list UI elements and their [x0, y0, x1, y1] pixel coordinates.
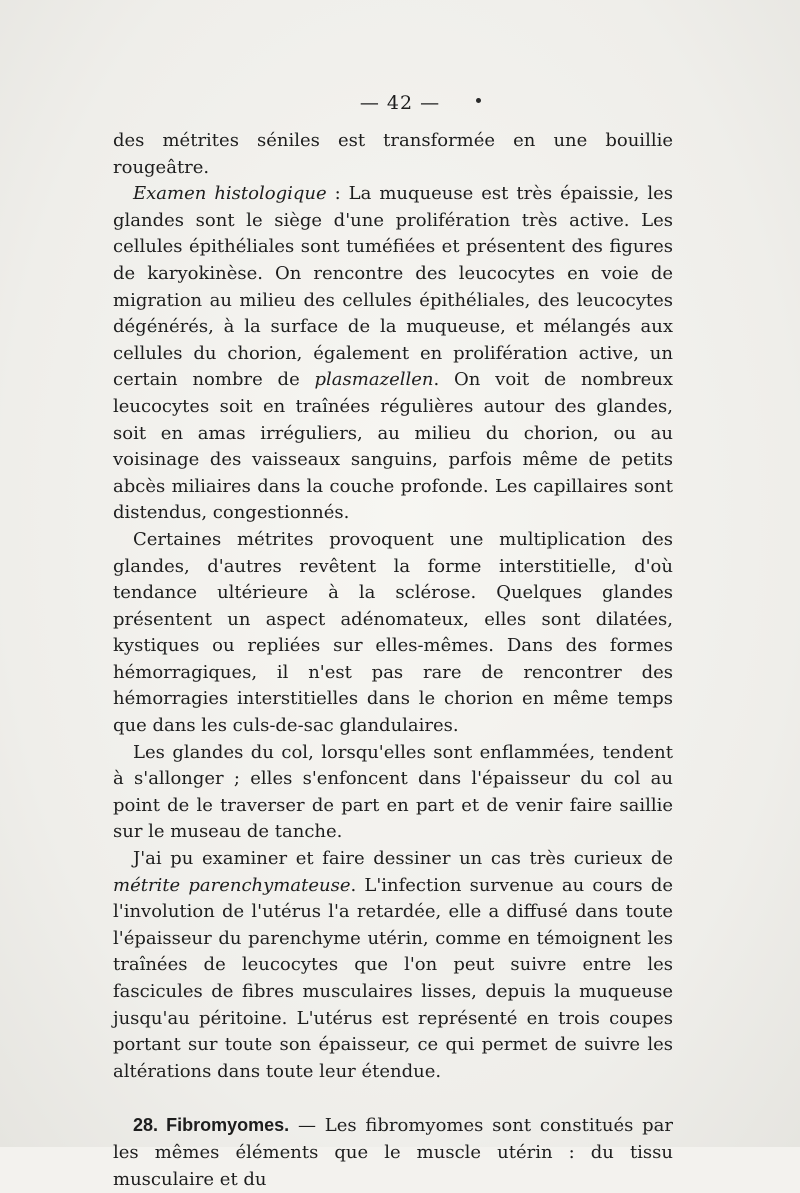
paragraph-5-start: J'ai pu examiner et faire dessiner un cas très curieux de [133, 848, 673, 870]
paragraph-2-end: . On voit de nombreux leucocytes soit en traînées régulières autour des glandes, soit en amas irréguliers, au milieu du chorion, ou au voisinage des vaisseaux sanguins, parfois même de petits abcès miliaires dans la couche profonde. Les capillaires sont distendus, congestionnés. [113, 369, 673, 524]
term-metrite: métrite parenchymateuse [113, 874, 351, 896]
section-heading: 28. Fibromyomes. [133, 1115, 290, 1136]
section-gap [113, 1085, 673, 1112]
paragraph-4: Les glandes du col, lorsqu'elles sont enflammées, tendent à s'allonger ; elles s'enfoncent dans l'épaisseur du col au point de le traverser de part en part et de venir faire saillie sur le museau de tanche. [113, 741, 673, 843]
term-plasmazellen: plasmazellen [314, 369, 434, 391]
ink-speck [476, 98, 481, 103]
page-number: — 42 — [359, 92, 441, 114]
paragraph-3: Certaines métrites provoquent une multiplication des glandes, d'autres revêtent la forme interstitielle, d'où tendance ultérieure à la sclérose. Quelques glandes présentent un aspect adénomateux, elles sont dilatées, kystiques ou repliées sur elles-mêmes. Dans des formes hémorragiques, il n'est pas rare de rencontrer des hémorragies interstitielles dans le chorion en même temps que dans les culs-de-sac glandulaires. [113, 528, 673, 737]
body-text [113, 128, 673, 1193]
paragraph-5 [113, 846, 673, 1085]
paragraph-2 [113, 181, 673, 527]
paragraph-6 [113, 1112, 673, 1193]
paragraph-6-text: — Les fibromyomes sont constitués par les mêmes éléments que le muscle utérin : du tissu musculaire et du [113, 1115, 673, 1190]
section-label: Examen histologique [133, 183, 327, 205]
paragraph-2-text: : La muqueuse est très épaissie, les glandes sont le siège d'une prolifération très active. Les cellules épithéliales sont tuméfiées et présentent des figures de karyokinèse. On rencontre des leucocytes en voie de migration au milieu des cellules épithéliales, des leucocytes dégénérés, à la surface de la muqueuse, et mélangés aux cellules du chorion, également en prolifération active, un certain nombre de [113, 183, 673, 391]
paragraph-5-text: . L'infection survenue au cours de l'involution de l'utérus l'a retardée, elle a diffusé dans toute l'épaisseur du parenchyme utérin, comme en témoignent les traînées de leucocytes que l'on peut suivre entre les fascicules de fibres musculaires lisses, depuis la muqueuse jusqu'au péritoine. L'utérus est représenté en trois coupes portant sur toute son épaisseur, ce qui permet de suivre les altérations dans toute leur étendue. [113, 874, 674, 1082]
paragraph-1: des métrites séniles est transformée en une bouillie rougeâtre. [113, 130, 673, 178]
